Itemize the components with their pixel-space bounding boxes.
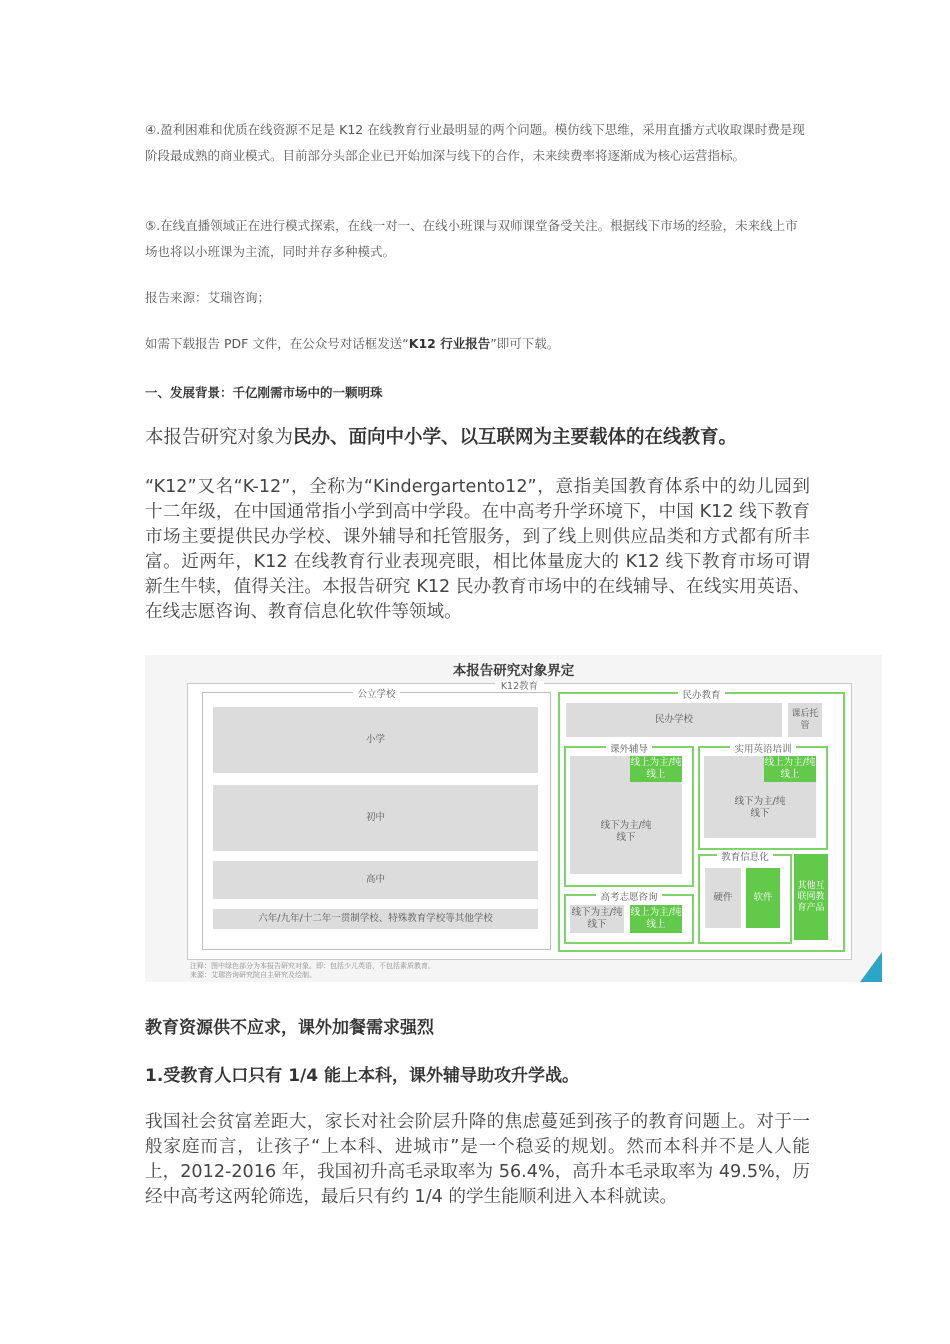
research-object-lead xyxy=(145,425,810,451)
primary-school-cell: 小学 xyxy=(213,707,538,773)
enrollment-rate-paragraph: 我国社会贫富差距大，家长对社会阶层升降的焦虑蔓延到孩子的教育问题上。对于一般家庭而言，让孩子“上本科、进城市”是一个稳妥的规划。然而本科并不是人人能上，2012-2016 年，我国初升高毛录取率为 56.4%，高升本毛录取率为 49.5%，历经中高考这两轮筛选，最后只有约 1/4 的学生能顺利进入本科就读。 xyxy=(145,1112,810,1207)
lead-prefix: 本报告研究对象为 xyxy=(145,427,294,448)
english-training-box xyxy=(698,746,828,850)
tutoring-online-cell: 线上为主/纯线上 xyxy=(630,757,682,780)
edtech-label: 教育信息化 xyxy=(717,852,773,863)
k12-definition-paragraph: “K12”又名“K-12”，全称为“Kindergartento12”，意指美国教育体系中的幼儿园到十二年级，在中国通常指小学到高中学段。在中高考升学环境下，中国 K12 线下教育市场主要提供民办学校、课外辅导和托管服务，到了线上则供应品类和方式都有所丰富。近两年，K12 在线教育行业表现亮眼，相比体量庞大的 K12 线下教育市场可谓新生牛犊，值得关注。本报告研究 K12 民办教育市场中的在线辅导、在线实用英语、在线志愿咨询、教育信息化软件等领域。 xyxy=(145,477,810,622)
english-online-cell: 线上为主/纯线上 xyxy=(764,757,816,780)
college-consulting-box xyxy=(564,894,694,944)
consult-offline-cell: 线下为主/纯线下 xyxy=(570,905,624,933)
section-2-subtitle-1: 1.受教育人口只有 1/4 能上本科，课外辅导助攻升学战。 xyxy=(145,1066,579,1086)
public-school-label: 公立学校 xyxy=(353,689,399,700)
figure-source: 来源：艾瑞咨询研究院自主研究及绘制。 xyxy=(190,971,316,979)
research-scope-figure xyxy=(145,655,882,982)
lead-bold: 民办、面向中小学、以互联网为主要载体的在线教育。 xyxy=(293,427,738,448)
private-education-label: 民办教育 xyxy=(678,690,724,701)
tutoring-box xyxy=(564,746,694,887)
hardware-cell: 硬件 xyxy=(705,868,741,928)
tutoring-offline-text: 线下为主/纯线下 xyxy=(600,820,652,843)
after-school-care-cell: 课后托管 xyxy=(788,703,822,737)
private-school-cell: 民办学校 xyxy=(566,703,782,737)
section-1-title: 一、发展背景：千亿刚需市场中的一颗明珠 xyxy=(145,385,383,400)
figure-title: 本报告研究对象界定 xyxy=(452,663,575,679)
download-prefix: 如需下载报告 PDF 文件，在公众号对话框发送“ xyxy=(145,336,409,351)
tutoring-label: 课外辅导 xyxy=(606,744,652,755)
consult-online-cell: 线上为主/纯线上 xyxy=(630,905,682,933)
software-cell: 软件 xyxy=(746,868,780,928)
high-school-cell: 高中 xyxy=(213,861,538,899)
section-2-title: 教育资源供不应求，课外加餐需求强烈 xyxy=(145,1018,434,1038)
download-keyword: K12 行业报告 xyxy=(408,336,491,351)
middle-school-cell: 初中 xyxy=(213,785,538,851)
report-source: 报告来源：艾瑞咨询； xyxy=(145,290,271,305)
college-consulting-label: 高考志愿咨询 xyxy=(596,892,661,903)
figure-note: 注释：图中绿色部分为本报告研究对象。即：包括少儿英语，不包括素质教育。 xyxy=(190,962,435,970)
other-internet-products-cell: 其他互联网教育产品 xyxy=(794,854,828,940)
corner-decoration xyxy=(860,952,882,982)
private-education-box xyxy=(558,692,845,952)
english-training-label: 实用英语培训 xyxy=(730,744,795,755)
other-schools-cell: 六年/九年/十二年一贯制学校、特殊教育学校等其他学校 xyxy=(213,909,538,929)
edtech-box xyxy=(698,854,792,944)
english-offline-text: 线下为主/纯线下 xyxy=(734,796,786,819)
paragraph-point-5: ⑤.在线直播领域正在进行模式探索，在线一对一、在线小班课与双师课堂备受关注。根据线下市场的经验，未来线上市场也将以小班课为主流，同时并存多种模式。 xyxy=(145,218,798,259)
public-school-box xyxy=(202,689,551,950)
download-instructions xyxy=(145,331,810,357)
download-suffix: ”即可下载。 xyxy=(490,336,560,351)
paragraph-point-4: ④.盈利困难和优质在线资源不足是 K12 在线教育行业最明显的两个问题。模仿线下思维，采用直播方式收取课时费是现阶段最成熟的商业模式。目前部分头部企业已开始加深与线下的合作，未来续费率将逐渐成为核心运营指标。 xyxy=(145,122,805,163)
k12-frame xyxy=(187,683,852,960)
k12-label: K12教育 xyxy=(495,681,544,692)
